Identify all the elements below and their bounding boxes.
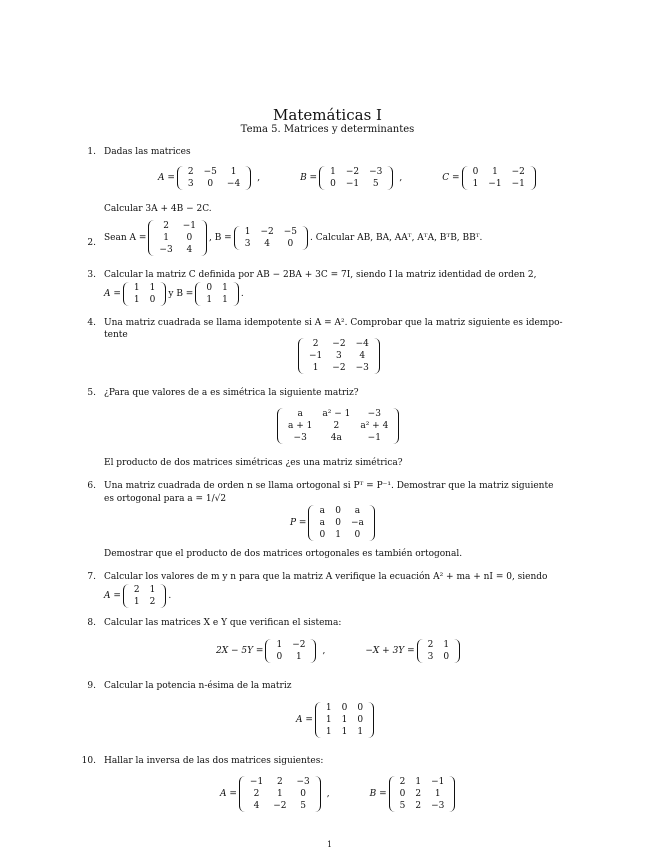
problem-2-label-b: , B =: [208, 233, 232, 243]
matrix-cell: 1: [443, 640, 450, 650]
matrix-cell: −4: [355, 339, 369, 349]
problem-8-system: [216, 639, 462, 663]
matrix-cell: 5: [372, 179, 379, 189]
matrix-row: [314, 517, 368, 529]
matrix-grid: [245, 776, 315, 812]
matrix-row: [304, 338, 374, 350]
page-number: 1: [327, 840, 333, 849]
matrix-row: [321, 726, 368, 738]
matrix-right-bracket: [302, 226, 308, 250]
matrix-cell: 0: [354, 530, 361, 540]
matrix-row: [129, 282, 160, 294]
matrix-grid: [304, 338, 374, 374]
matrix-row: [395, 776, 450, 788]
matrix-cell: a² − 1: [322, 409, 351, 419]
matrix-cell: 1: [295, 652, 302, 662]
matrix-row: [245, 800, 315, 812]
problem-6-line2: es ortogonal para a = 1/√2: [104, 494, 227, 504]
matrix-cell: 1: [149, 283, 156, 293]
matrix-cell: 2: [333, 421, 340, 431]
matrix-row: [304, 350, 374, 362]
matrix-row: [154, 244, 201, 256]
matrix-10b: [389, 776, 456, 812]
matrix-right-bracket: [233, 282, 239, 306]
matrix-cell: 4a: [330, 433, 342, 443]
problem-4-equation: [296, 338, 382, 374]
matrix-row: [283, 420, 393, 432]
matrix-right-bracket: [160, 584, 166, 608]
problem-8-label-2: −X + 3Y =: [365, 646, 415, 656]
matrix-cell: 0: [149, 295, 156, 305]
matrix-cell: 1: [133, 597, 140, 607]
matrix-row: [423, 651, 454, 663]
matrix-cell: 0: [472, 167, 479, 177]
problem-6-number: 6.: [87, 481, 96, 491]
matrix-row: [240, 238, 302, 250]
matrix-cell: a² + 4: [360, 421, 389, 431]
matrix-cell: 0: [300, 789, 306, 799]
matrix-cell: 1: [492, 167, 498, 177]
matrix-cell: 0: [357, 703, 364, 713]
matrix-1a: [177, 166, 251, 190]
matrix-cell: −2: [345, 167, 360, 177]
matrix-row: [271, 639, 310, 651]
matrix-row: [325, 178, 387, 190]
matrix-5: [277, 408, 399, 444]
matrix-grid: [325, 166, 387, 190]
matrix-cell: 0: [276, 652, 283, 662]
matrix-grid: [183, 166, 245, 190]
matrix-right-bracket: [368, 702, 374, 738]
problem-5-line1: ¿Para que valores de a es simétrica la siguiente matriz?: [104, 388, 359, 398]
matrix-row: [283, 432, 393, 444]
problem-6-equation: [290, 505, 377, 541]
matrix-cell: 2: [253, 789, 260, 799]
problem-9-label: A =: [296, 715, 313, 725]
matrix-4: [298, 338, 380, 374]
matrix-right-bracket: [160, 282, 166, 306]
matrix-row: [314, 529, 368, 541]
matrix-right-bracket: [245, 166, 251, 190]
matrix-grid: [314, 505, 368, 541]
matrix-cell: 0: [207, 179, 214, 189]
problem-2-statement: [104, 220, 482, 256]
problem-1-task: Calcular 3A + 4B − 2C.: [104, 204, 212, 214]
matrix-cell: 2: [276, 777, 283, 787]
matrix-cell: 1: [312, 363, 319, 373]
matrix-cell: 1: [357, 727, 364, 737]
matrix-cell: 1: [335, 530, 341, 540]
matrix-8b: [417, 639, 460, 663]
matrix-row: [129, 596, 160, 608]
matrix-cell: 1: [325, 703, 332, 713]
problem-4-line2: tente: [104, 330, 128, 340]
matrix-cell: 1: [325, 715, 332, 725]
matrix-grid: [129, 584, 160, 608]
matrix-cell: 0: [319, 530, 326, 540]
problem-9-number: 9.: [87, 681, 96, 691]
matrix-cell: 2: [415, 801, 422, 811]
matrix-2b: [234, 226, 308, 250]
matrix-cell: 1: [133, 283, 140, 293]
matrix-row: [245, 776, 315, 788]
problem-2-intro: Sean A =: [104, 233, 147, 243]
matrix-cell: −4: [226, 179, 241, 189]
matrix-cell: 0: [287, 239, 294, 249]
matrix-cell: −2: [511, 167, 525, 177]
matrix-cell: −3: [367, 409, 381, 419]
matrix-cell: −1: [345, 179, 360, 189]
matrix-cell: 2: [399, 777, 406, 787]
matrix-right-bracket: [387, 166, 393, 190]
matrix-1b: [319, 166, 393, 190]
problem-8-comma: ,: [322, 646, 326, 656]
problem-1-label-a: A =: [158, 173, 175, 183]
matrix-grid: [201, 282, 232, 306]
matrix-cell: 1: [206, 295, 213, 305]
problem-7-tail: .: [168, 591, 172, 601]
problem-10-label-a: A =: [220, 789, 237, 799]
problem-3-number: 3.: [87, 270, 96, 280]
matrix-cell: −2: [260, 227, 274, 237]
matrix-cell: −3: [431, 801, 445, 811]
problem-6-task: Demostrar que el producto de dos matrices ortogonales es también ortogonal.: [104, 549, 463, 559]
matrix-cell: 1: [244, 227, 251, 237]
matrix-cell: a + 1: [288, 421, 313, 431]
matrix-cell: 1: [341, 715, 348, 725]
matrix-cell: 2: [163, 221, 169, 231]
matrix-cell: −3: [355, 363, 369, 373]
matrix-cell: a: [319, 518, 326, 528]
matrix-right-bracket: [315, 776, 321, 812]
matrix-row: [314, 505, 368, 517]
matrix-grid: [240, 226, 302, 250]
matrix-cell: 1: [341, 727, 348, 737]
problem-8-line1: Calcular las matrices X e Y que verifican el sistema:: [104, 618, 342, 628]
problem-10-number: 10.: [81, 756, 96, 766]
matrix-3a: [123, 282, 166, 306]
matrix-cell: −2: [273, 801, 287, 811]
matrix-9: [315, 702, 374, 738]
matrix-grid: [154, 220, 201, 256]
matrix-cell: a: [319, 506, 326, 516]
matrix-grid: [395, 776, 450, 812]
problem-4-number: 4.: [87, 318, 96, 328]
matrix-cell: −1: [249, 777, 264, 787]
matrix-row: [283, 408, 393, 420]
matrix-cell: −1: [309, 351, 323, 361]
matrix-cell: −3: [293, 433, 307, 443]
matrix-row: [129, 584, 160, 596]
document-title: Matemáticas I: [273, 106, 382, 124]
matrix-cell: a: [354, 506, 361, 516]
problem-3-tail: .: [240, 289, 244, 299]
document-subtitle: Tema 5. Matrices y determinantes: [240, 124, 415, 135]
matrix-row: [325, 166, 387, 178]
problem-9-equation: [296, 702, 376, 738]
matrix-cell: −1: [488, 179, 502, 189]
matrix-cell: 2: [312, 339, 319, 349]
matrix-row: [395, 800, 450, 812]
matrix-row: [395, 788, 450, 800]
matrix-cell: 2: [133, 585, 140, 595]
matrix-row: [321, 714, 368, 726]
matrix-grid: [283, 408, 393, 444]
matrix-row: [240, 226, 302, 238]
matrix-cell: −1: [367, 433, 381, 443]
matrix-cell: 2: [415, 789, 422, 799]
matrix-row: [468, 166, 530, 178]
problem-2-number: 2.: [87, 238, 96, 248]
problem-7-label: A =: [104, 591, 121, 601]
problem-1-equations: A = 2 −5 1 3 0 −4 , B = 1 −2 −3 0 −1 5 , C = 0 1 −2 1 −1 −1: [158, 166, 538, 190]
matrix-right-bracket: [393, 408, 399, 444]
problem-8-label-1: 2X − 5Y =: [216, 646, 264, 656]
matrix-cell: 1: [472, 179, 479, 189]
problem-10-comma: ,: [326, 789, 330, 799]
matrix-cell: 0: [186, 233, 193, 243]
matrix-cell: 3: [336, 351, 342, 361]
matrix-cell: −1: [511, 179, 525, 189]
problem-10-label-b: B =: [369, 789, 387, 799]
matrix-cell: 0: [357, 715, 364, 725]
matrix-cell: 0: [335, 518, 341, 528]
matrix-row: [245, 788, 315, 800]
matrix-row: [271, 651, 310, 663]
matrix-cell: 0: [335, 506, 341, 516]
matrix-cell: −3: [369, 167, 383, 177]
problem-2-task: . Calcular AB, BA, AAᵀ, AᵀA, BᵀB, BBᵀ.: [310, 233, 483, 243]
matrix-cell: 2: [427, 640, 434, 650]
matrix-cell: −a: [350, 518, 364, 528]
matrix-row: [468, 178, 530, 190]
matrix-cell: 4: [359, 351, 366, 361]
matrix-cell: −5: [283, 227, 298, 237]
matrix-cell: 3: [187, 179, 194, 189]
matrix-right-bracket: [449, 776, 455, 812]
matrix-row: [304, 362, 374, 374]
problem-7-line1: Calcular los valores de m y n para que la matriz A verifique la ecuación A² + ma + nI = 0, siendo: [104, 572, 548, 582]
matrix-cell: 1: [230, 167, 237, 177]
matrix-row: [154, 232, 201, 244]
matrix-cell: 1: [222, 295, 228, 305]
problem-10-line1: Hallar la inversa de las dos matrices siguientes:: [104, 756, 324, 766]
matrix-cell: 3: [244, 239, 251, 249]
problem-7-definition: [104, 584, 171, 608]
problem-9-line1: Calcular la potencia n-ésima de la matriz: [104, 681, 292, 691]
matrix-grid: [129, 282, 160, 306]
matrix-cell: 1: [222, 283, 228, 293]
matrix-grid: [468, 166, 530, 190]
problem-6-label: P =: [290, 518, 307, 528]
matrix-10a: [239, 776, 321, 812]
matrix-right-bracket: [310, 639, 316, 663]
problem-3-line1: Calcular la matriz C definida por AB − 2BA + 3C = 7I, siendo I la matriz identidad de orden 2,: [104, 270, 537, 280]
matrix-cell: a: [297, 409, 303, 419]
problem-8-number: 8.: [87, 618, 96, 628]
matrix-cell: 0: [330, 179, 336, 189]
matrix-cell: 1: [149, 585, 156, 595]
problem-1-label-c: C =: [442, 173, 460, 183]
matrix-cell: 3: [427, 652, 434, 662]
problem-4-line1: Una matriz cuadrada se llama idempotente si A = A². Comprobar que la matriz siguiente es idempo-: [104, 318, 563, 328]
problem-6-line1: Una matriz cuadrada de orden n se llama ortogonal si Pᵀ = P⁻¹. Demostrar que la matriz siguiente: [104, 481, 554, 491]
matrix-cell: −2: [292, 640, 306, 650]
matrix-cell: 1: [276, 789, 283, 799]
matrix-row: [201, 282, 232, 294]
matrix-cell: −3: [296, 777, 310, 787]
matrix-cell: 1: [325, 727, 332, 737]
matrix-cell: 5: [300, 801, 306, 811]
matrix-cell: 1: [415, 777, 422, 787]
matrix-3b: [195, 282, 238, 306]
matrix-right-bracket: [530, 166, 536, 190]
matrix-right-bracket: [454, 639, 460, 663]
problem-3-label-b: y B =: [168, 289, 194, 299]
matrix-cell: −2: [332, 339, 346, 349]
matrix-cell: 0: [399, 789, 406, 799]
matrix-1c: [462, 166, 536, 190]
matrix-2a: [148, 220, 207, 256]
problem-3-label-a: A =: [104, 289, 121, 299]
matrix-cell: −2: [332, 363, 346, 373]
matrix-row: [129, 294, 160, 306]
matrix-row: [423, 639, 454, 651]
matrix-row: [154, 220, 201, 232]
problem-7-number: 7.: [87, 572, 96, 582]
problem-5-equation: [275, 408, 401, 444]
matrix-cell: 4: [186, 245, 193, 255]
matrix-cell: −1: [431, 777, 445, 787]
matrix-7: [123, 584, 166, 608]
matrix-grid: [321, 702, 368, 738]
matrix-right-bracket: [369, 505, 375, 541]
matrix-grid: [423, 639, 454, 663]
matrix-cell: 1: [330, 167, 336, 177]
matrix-cell: 4: [253, 801, 260, 811]
matrix-cell: 5: [399, 801, 406, 811]
matrix-cell: 1: [276, 640, 283, 650]
problem-5-number: 5.: [87, 388, 96, 398]
problem-3-definitions: [104, 282, 244, 306]
matrix-right-bracket: [201, 220, 207, 256]
matrix-grid: [271, 639, 310, 663]
matrix-cell: 1: [133, 295, 140, 305]
matrix-right-bracket: [374, 338, 380, 374]
matrix-cell: 0: [443, 652, 450, 662]
matrix-cell: 2: [187, 167, 194, 177]
matrix-cell: −5: [203, 167, 217, 177]
matrix-cell: 0: [206, 283, 213, 293]
matrix-cell: 1: [434, 789, 441, 799]
matrix-row: [321, 702, 368, 714]
matrix-cell: −1: [182, 221, 196, 231]
matrix-row: [201, 294, 232, 306]
matrix-6: [308, 505, 374, 541]
matrix-8a: [265, 639, 316, 663]
matrix-cell: −3: [159, 245, 173, 255]
problem-1-number: 1.: [87, 147, 96, 157]
matrix-cell: 0: [341, 703, 348, 713]
problem-1-intro: Dadas las matrices: [104, 147, 191, 157]
matrix-row: [183, 166, 245, 178]
matrix-cell: 2: [149, 597, 156, 607]
problem-1-label-b: B =: [300, 173, 318, 183]
matrix-cell: 1: [163, 233, 169, 243]
matrix-row: [183, 178, 245, 190]
matrix-cell: 4: [264, 239, 270, 249]
problem-10-equations: [220, 776, 457, 812]
problem-5-question: El producto de dos matrices simétricas ¿es una matriz simétrica?: [104, 458, 403, 468]
